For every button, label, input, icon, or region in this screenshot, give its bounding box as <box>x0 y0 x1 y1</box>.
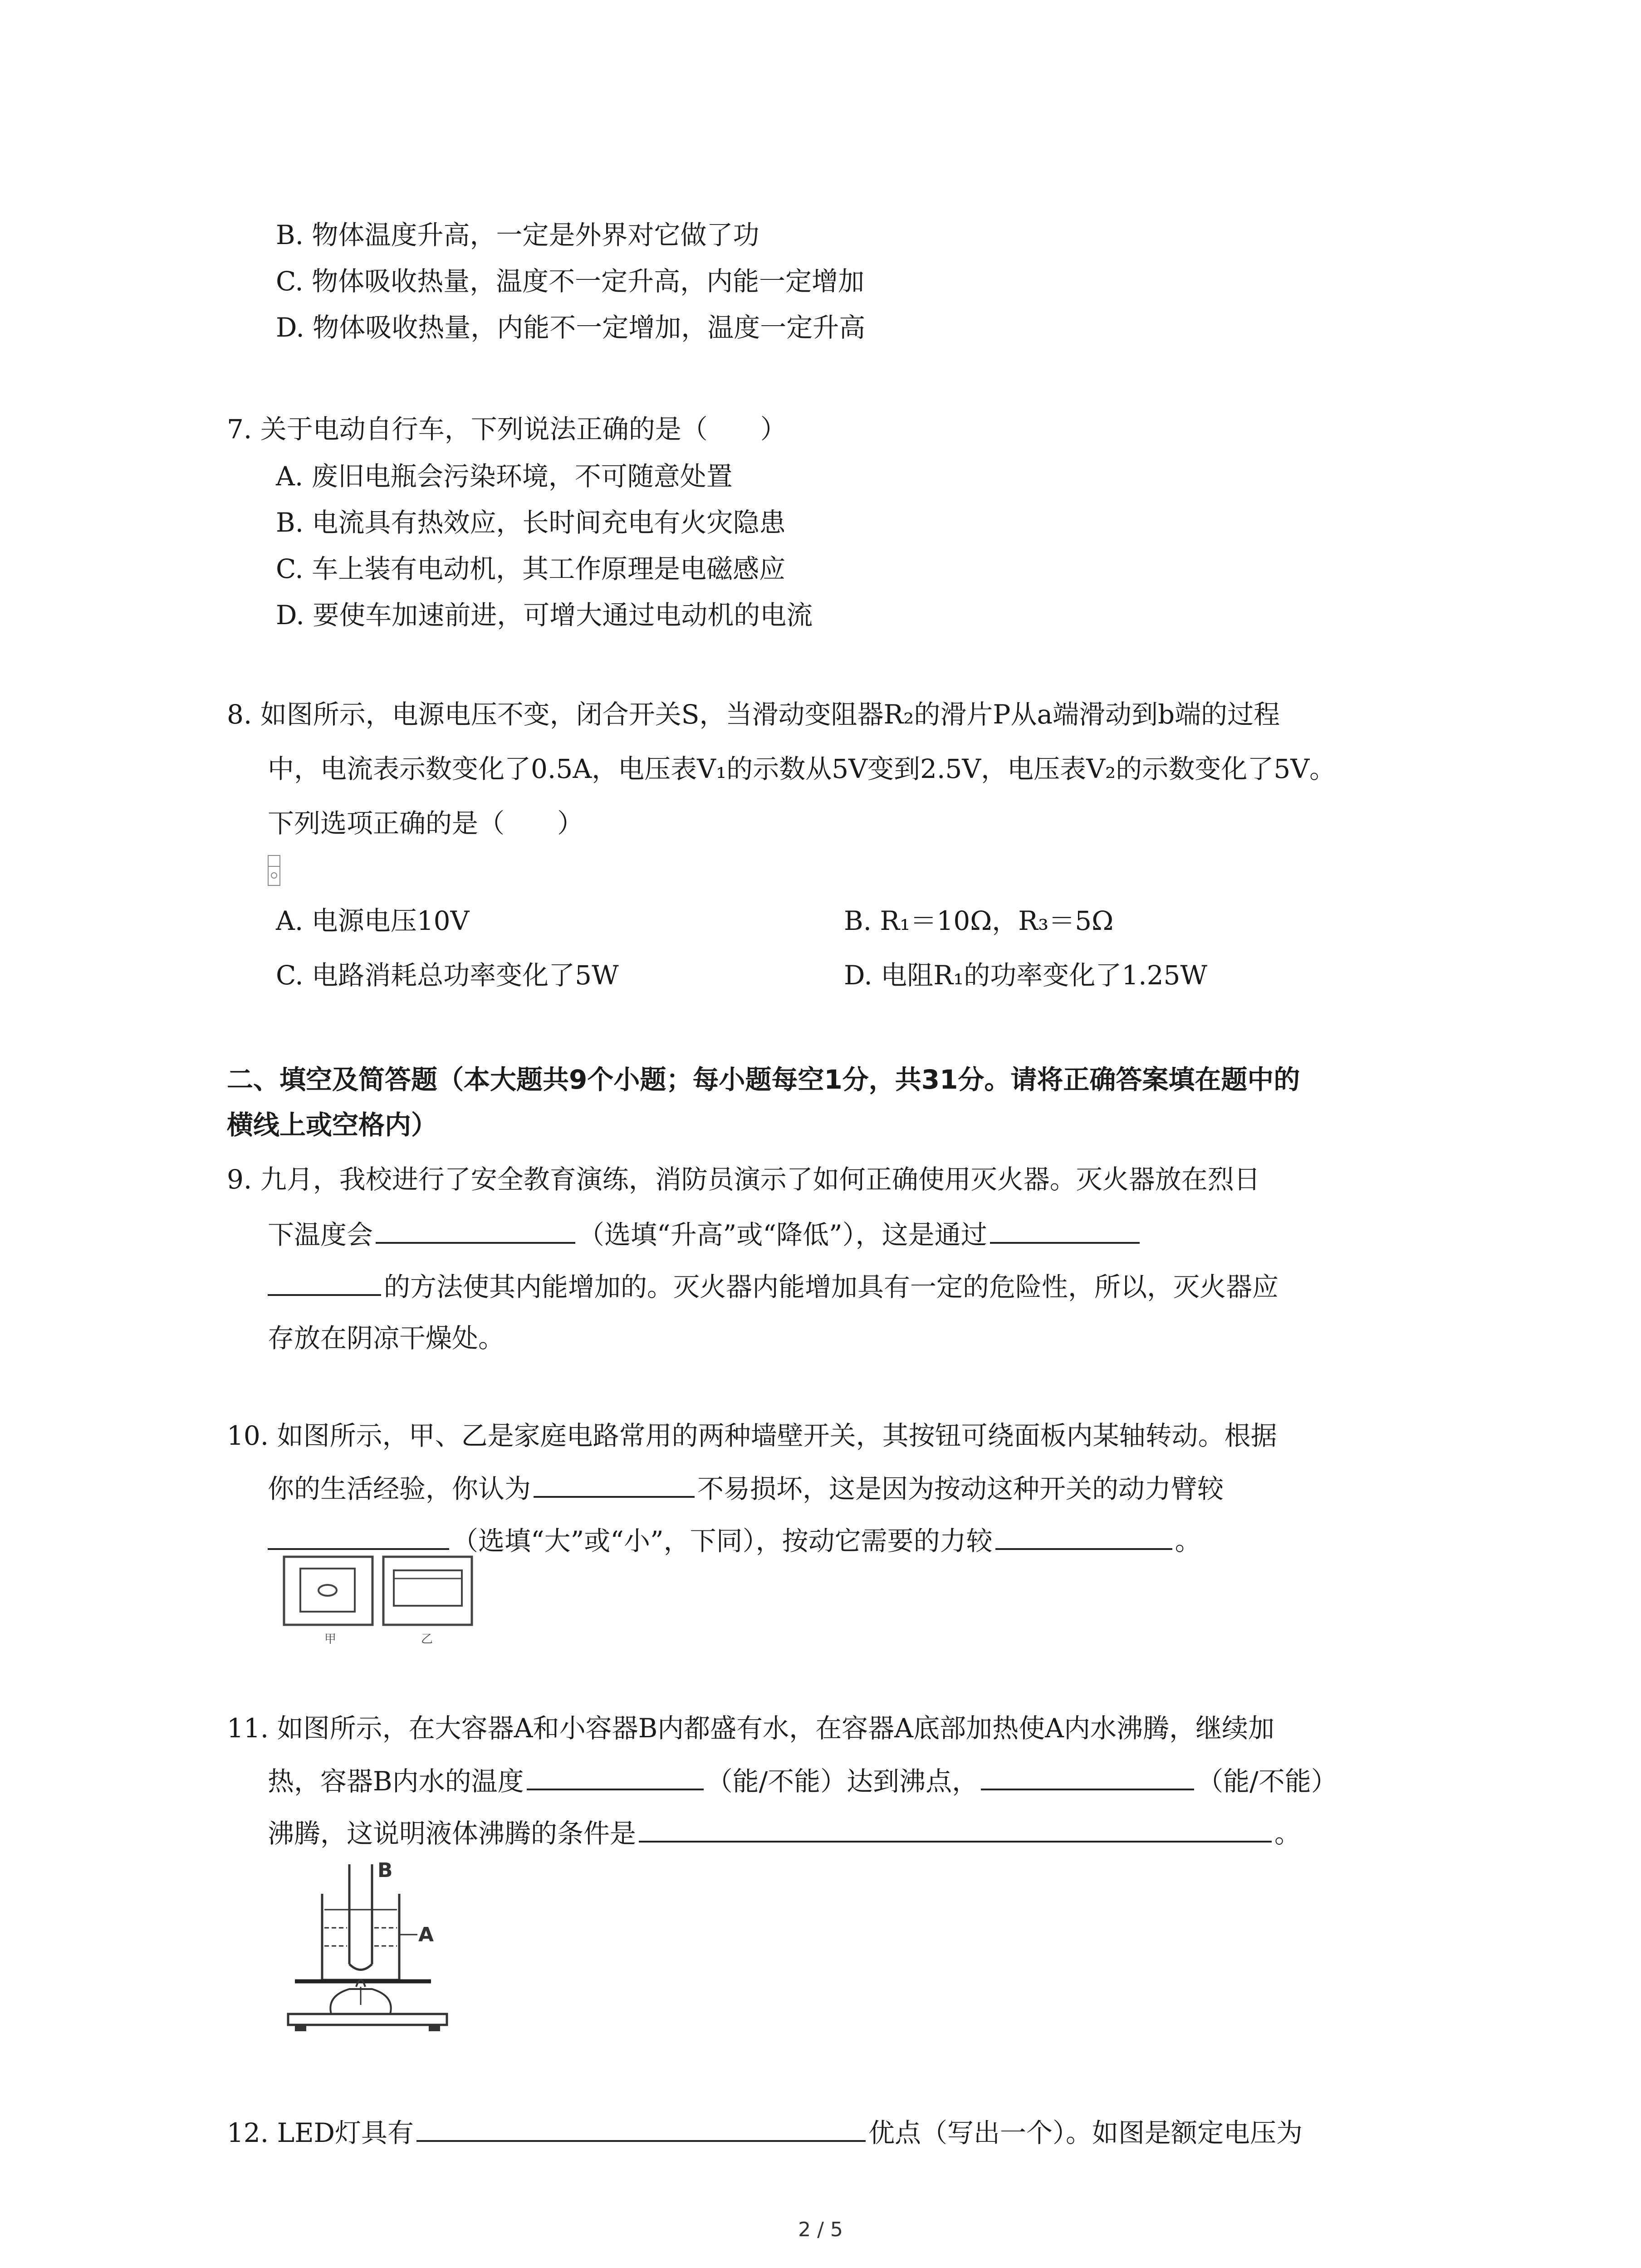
q11-line2-text-c: （能/不能） <box>1197 1766 1337 1797</box>
q11-line1: 11. 如图所示，在大容器A和小容器B内都盛有水，在容器A底部加热使A内水沸腾，继续加 <box>227 1713 1274 1744</box>
section-2-heading-line2: 横线上或空格内） <box>227 1110 438 1140</box>
q12-line1 <box>227 2114 1303 2151</box>
q8-option-b: B. R₁＝10Ω，R₃＝5Ω <box>844 905 1114 936</box>
q6-option-c: C. 物体吸收热量，温度不一定升高，内能一定增加 <box>276 266 865 297</box>
q9-blank-2a[interactable] <box>990 1216 1140 1244</box>
q10-label-jia: 甲 <box>324 1633 337 1646</box>
q9-line2-text-b: （选填“升高”或“降低”），这是通过 <box>578 1219 987 1250</box>
q8-option-c: C. 电路消耗总功率变化了5W <box>276 960 619 991</box>
q10-line1: 10. 如图所示，甲、乙是家庭电路常用的两种墙壁开关，其按钮可绕面板内某轴转动。根据 <box>227 1420 1277 1451</box>
q10-line3-text-a: （选填“大”或“小”，下同），按动它需要的力较 <box>452 1525 993 1556</box>
q12-line1-text-a: 12. LED灯具有 <box>227 2117 414 2148</box>
q7-option-b: B. 电流具有热效应，长时间充电有火灾隐患 <box>276 507 786 538</box>
q11-line3 <box>268 1814 1301 1852</box>
q10-line2-text-b: 不易损坏，这是因为按动这种开关的动力臂较 <box>697 1473 1224 1504</box>
q6-option-d: D. 物体吸收热量，内能不一定增加，温度一定升高 <box>276 312 866 343</box>
q11-line2 <box>268 1762 1337 1799</box>
q9-line3-text: 的方法使其内能增加的。灭火器内能增加具有一定的危险性，所以，灭火器应 <box>384 1271 1279 1302</box>
page-number: 2 / 5 <box>798 2218 843 2241</box>
q12-blank-1[interactable] <box>416 2114 866 2142</box>
q8-option-a: A. 电源电压10V <box>276 905 470 936</box>
q10-blank-3[interactable] <box>995 1522 1172 1550</box>
q9-line1: 9. 九月，我校进行了安全教育演练，消防员演示了如何正确使用灭火器。灭火器放在烈日 <box>227 1164 1260 1195</box>
q10-label-yi: 乙 <box>421 1633 433 1646</box>
section-2-heading-line1: 二、填空及简答题（本大题共9个小题；每小题每空1分，共31分。请将正确答案填在题中的 <box>227 1064 1300 1095</box>
q11-line3-text-b: 。 <box>1274 1818 1301 1849</box>
q7-option-a: A. 废旧电瓶会污染环境，不可随意处置 <box>276 461 733 492</box>
q6-option-b: B. 物体温度升高，一定是外界对它做了功 <box>276 220 759 250</box>
q10-line3-text-b: 。 <box>1175 1525 1201 1556</box>
q7-option-c: C. 车上装有电动机，其工作原理是电磁感应 <box>276 553 786 584</box>
q11-line2-text-b: （能/不能）达到沸点， <box>706 1766 979 1797</box>
q11-blank-2[interactable] <box>981 1762 1194 1790</box>
q11-blank-3[interactable] <box>639 1814 1272 1843</box>
q10-line2-text-a: 你的生活经验，你认为 <box>268 1473 531 1504</box>
q7-stem: 7. 关于电动自行车，下列说法正确的是（ ） <box>227 414 787 445</box>
q11-blank-1[interactable] <box>527 1762 704 1790</box>
q11-line3-text-a: 沸腾，这说明液体沸腾的条件是 <box>268 1818 637 1849</box>
q8-stem-line3: 下列选项正确的是（ ） <box>268 808 584 839</box>
q9-line2-text-a: 下温度会 <box>268 1219 373 1250</box>
q10-switch-figure <box>281 1551 476 1647</box>
q8-circuit-figure <box>265 853 284 889</box>
q7-option-d: D. 要使车加速前进，可增大通过电动机的电流 <box>276 600 813 631</box>
q10-line2 <box>268 1470 1224 1507</box>
q9-line2 <box>268 1216 1142 1253</box>
q9-line3 <box>268 1268 1279 1305</box>
q11-label-b: B <box>377 1859 393 1882</box>
q9-blank-1[interactable] <box>376 1216 575 1244</box>
q10-blank-2[interactable] <box>268 1522 449 1550</box>
q12-line1-text-b: 优点（写出一个）。如图是额定电压为 <box>868 2117 1303 2148</box>
q8-stem-line2: 中，电流表示数变化了0.5A，电压表V₁的示数从5V变到2.5V，电压表V₂的示数变化了5V。 <box>268 753 1336 784</box>
q8-option-d: D. 电阻R₁的功率变化了1.25W <box>844 960 1207 991</box>
q9-blank-2b[interactable] <box>268 1268 381 1296</box>
q8-stem-line1: 8. 如图所示，电源电压不变，闭合开关S，当滑动变阻器R₂的滑片P从a端滑动到b端的过程 <box>227 699 1280 730</box>
q11-line2-text-a: 热，容器B内水的温度 <box>268 1766 524 1797</box>
q11-boiling-figure <box>281 1851 472 2032</box>
q9-line4: 存放在阴凉干燥处。 <box>268 1323 505 1354</box>
q10-blank-1[interactable] <box>534 1470 695 1498</box>
q11-label-a: A <box>418 1923 434 1946</box>
